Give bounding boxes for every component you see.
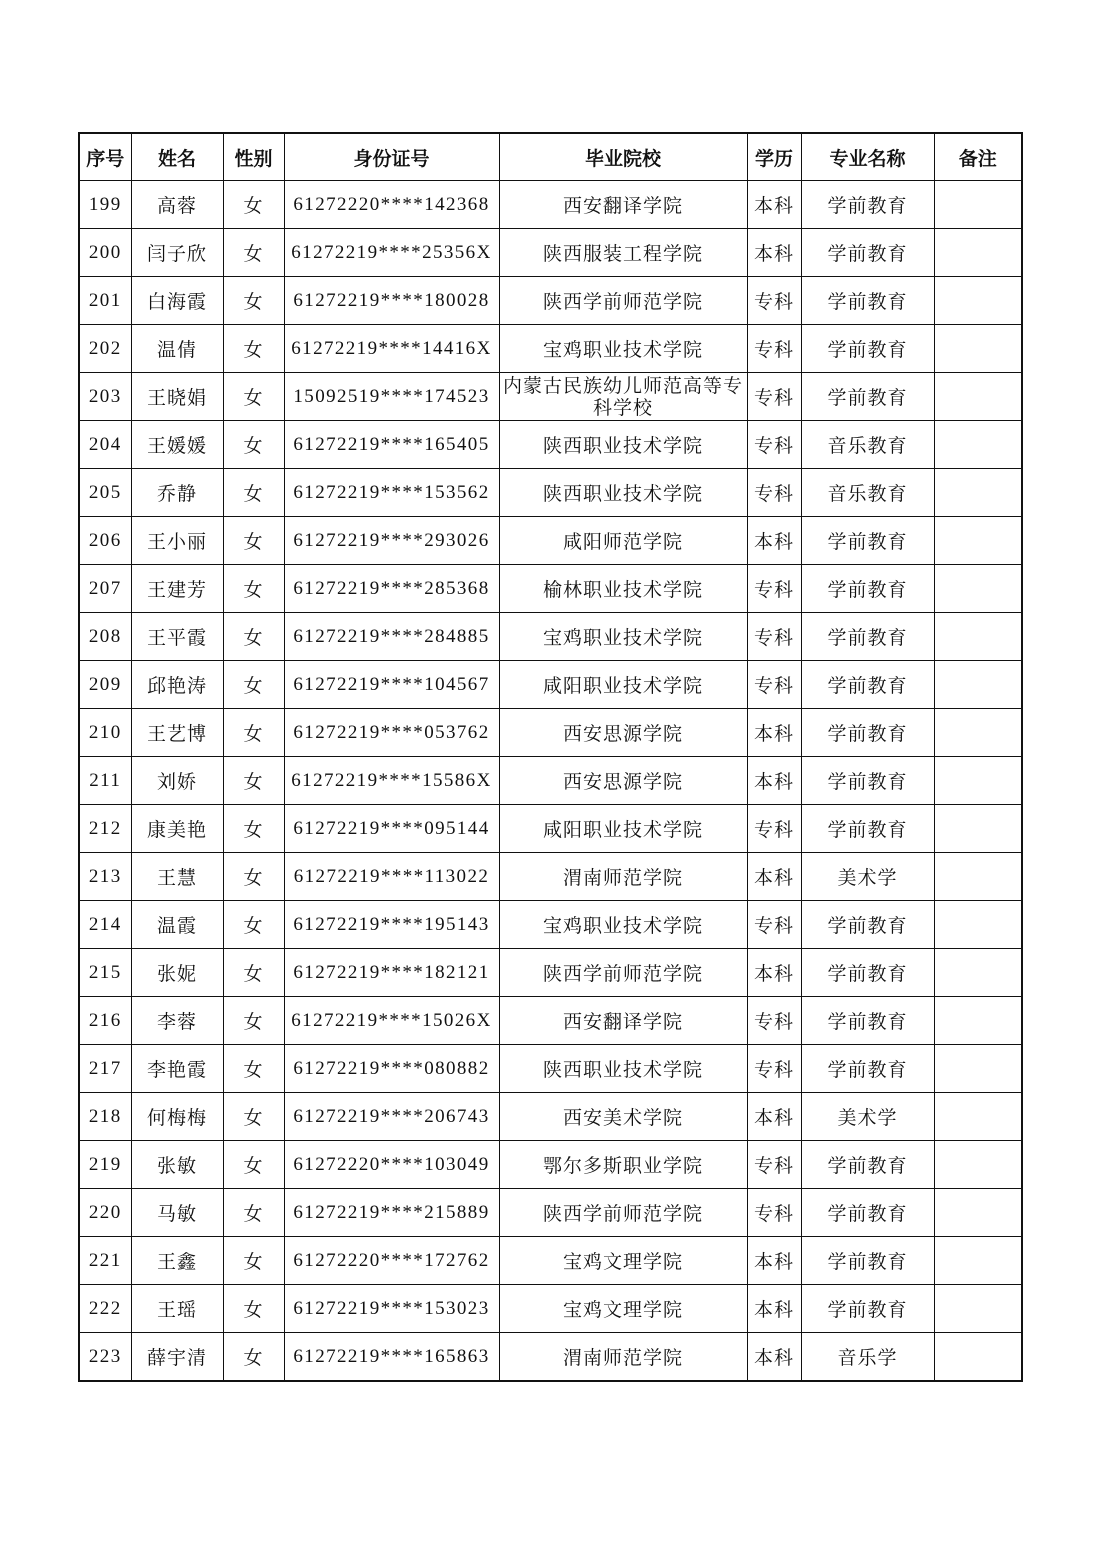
cell-major: 音乐教育 <box>801 421 934 469</box>
cell-major: 学前教育 <box>801 181 934 229</box>
cell-gender: 女 <box>223 661 284 709</box>
cell-id-number: 61272219****053762 <box>284 709 499 757</box>
cell-major: 学前教育 <box>801 1189 934 1237</box>
cell-school: 咸阳师范学院 <box>499 517 747 565</box>
cell-school: 宝鸡职业技术学院 <box>499 901 747 949</box>
cell-no: 220 <box>79 1189 131 1237</box>
cell-id-number: 15092519****174523 <box>284 373 499 421</box>
cell-gender: 女 <box>223 901 284 949</box>
table-row <box>79 517 1022 565</box>
cell-id-number: 61272219****095144 <box>284 805 499 853</box>
cell-id-number: 61272219****284885 <box>284 613 499 661</box>
roster-table <box>78 132 1023 1382</box>
cell-major: 学前教育 <box>801 325 934 373</box>
table-row <box>79 805 1022 853</box>
cell-id-number: 61272220****103049 <box>284 1141 499 1189</box>
table-row <box>79 757 1022 805</box>
cell-gender: 女 <box>223 373 284 421</box>
cell-note <box>934 325 1022 373</box>
header-no: 序号 <box>79 133 131 181</box>
cell-no: 215 <box>79 949 131 997</box>
cell-school: 陕西职业技术学院 <box>499 1045 747 1093</box>
cell-name: 乔静 <box>131 469 223 517</box>
table-row <box>79 373 1022 421</box>
cell-note <box>934 517 1022 565</box>
cell-note <box>934 901 1022 949</box>
cell-education: 专科 <box>747 1189 801 1237</box>
cell-id-number: 61272219****215889 <box>284 1189 499 1237</box>
cell-major: 学前教育 <box>801 661 934 709</box>
cell-gender: 女 <box>223 997 284 1045</box>
cell-education: 本科 <box>747 229 801 277</box>
header-gender: 性别 <box>223 133 284 181</box>
cell-id-number: 61272219****165863 <box>284 1333 499 1382</box>
cell-gender: 女 <box>223 325 284 373</box>
cell-major: 学前教育 <box>801 949 934 997</box>
cell-id-number: 61272220****142368 <box>284 181 499 229</box>
cell-name: 李艳霞 <box>131 1045 223 1093</box>
cell-no: 214 <box>79 901 131 949</box>
cell-no: 216 <box>79 997 131 1045</box>
cell-school: 西安思源学院 <box>499 709 747 757</box>
cell-education: 本科 <box>747 853 801 901</box>
cell-note <box>934 1093 1022 1141</box>
cell-gender: 女 <box>223 709 284 757</box>
cell-note <box>934 805 1022 853</box>
cell-no: 221 <box>79 1237 131 1285</box>
cell-major: 学前教育 <box>801 277 934 325</box>
cell-education: 本科 <box>747 1285 801 1333</box>
cell-school: 咸阳职业技术学院 <box>499 661 747 709</box>
cell-name: 薛宇清 <box>131 1333 223 1382</box>
cell-id-number: 61272219****285368 <box>284 565 499 613</box>
cell-note <box>934 709 1022 757</box>
table-row <box>79 1237 1022 1285</box>
cell-id-number: 61272219****113022 <box>284 853 499 901</box>
cell-name: 王晓娟 <box>131 373 223 421</box>
cell-school: 鄂尔多斯职业学院 <box>499 1141 747 1189</box>
cell-gender: 女 <box>223 1141 284 1189</box>
cell-id-number: 61272219****182121 <box>284 949 499 997</box>
cell-id-number: 61272219****15586X <box>284 757 499 805</box>
table-row <box>79 229 1022 277</box>
cell-education: 专科 <box>747 1141 801 1189</box>
cell-education: 专科 <box>747 661 801 709</box>
cell-no: 202 <box>79 325 131 373</box>
cell-name: 高蓉 <box>131 181 223 229</box>
cell-gender: 女 <box>223 757 284 805</box>
cell-school: 宝鸡文理学院 <box>499 1285 747 1333</box>
cell-school: 陕西学前师范学院 <box>499 949 747 997</box>
table-row <box>79 661 1022 709</box>
cell-school: 宝鸡职业技术学院 <box>499 325 747 373</box>
header-note: 备注 <box>934 133 1022 181</box>
cell-major: 学前教育 <box>801 997 934 1045</box>
cell-name: 王建芳 <box>131 565 223 613</box>
cell-no: 218 <box>79 1093 131 1141</box>
cell-school: 咸阳职业技术学院 <box>499 805 747 853</box>
table-row <box>79 421 1022 469</box>
cell-major: 学前教育 <box>801 1237 934 1285</box>
table-row <box>79 901 1022 949</box>
cell-major: 美术学 <box>801 853 934 901</box>
table-row <box>79 613 1022 661</box>
cell-gender: 女 <box>223 277 284 325</box>
cell-name: 白海霞 <box>131 277 223 325</box>
cell-gender: 女 <box>223 1045 284 1093</box>
cell-note <box>934 949 1022 997</box>
cell-education: 专科 <box>747 901 801 949</box>
cell-gender: 女 <box>223 1333 284 1382</box>
cell-education: 专科 <box>747 325 801 373</box>
cell-name: 邱艳涛 <box>131 661 223 709</box>
cell-major: 音乐教育 <box>801 469 934 517</box>
cell-gender: 女 <box>223 421 284 469</box>
cell-note <box>934 1141 1022 1189</box>
cell-note <box>934 421 1022 469</box>
cell-school: 内蒙古民族幼儿师范高等专科学校 <box>499 373 747 421</box>
cell-gender: 女 <box>223 181 284 229</box>
cell-education: 专科 <box>747 373 801 421</box>
header-major: 专业名称 <box>801 133 934 181</box>
cell-major: 学前教育 <box>801 1045 934 1093</box>
cell-note <box>934 997 1022 1045</box>
cell-name: 温霞 <box>131 901 223 949</box>
cell-education: 专科 <box>747 997 801 1045</box>
cell-id-number: 61272220****172762 <box>284 1237 499 1285</box>
cell-no: 209 <box>79 661 131 709</box>
cell-gender: 女 <box>223 1093 284 1141</box>
cell-no: 212 <box>79 805 131 853</box>
cell-name: 刘娇 <box>131 757 223 805</box>
cell-note <box>934 661 1022 709</box>
cell-note <box>934 1237 1022 1285</box>
cell-gender: 女 <box>223 517 284 565</box>
cell-id-number: 61272219****104567 <box>284 661 499 709</box>
table-row <box>79 709 1022 757</box>
cell-major: 学前教育 <box>801 709 934 757</box>
cell-school: 榆林职业技术学院 <box>499 565 747 613</box>
cell-no: 203 <box>79 373 131 421</box>
cell-id-number: 61272219****153023 <box>284 1285 499 1333</box>
roster-body <box>79 181 1022 1382</box>
cell-id-number: 61272219****293026 <box>284 517 499 565</box>
cell-no: 200 <box>79 229 131 277</box>
cell-education: 专科 <box>747 613 801 661</box>
cell-no: 223 <box>79 1333 131 1382</box>
cell-gender: 女 <box>223 229 284 277</box>
cell-school: 宝鸡职业技术学院 <box>499 613 747 661</box>
cell-note <box>934 1333 1022 1382</box>
cell-no: 208 <box>79 613 131 661</box>
cell-school: 陕西学前师范学院 <box>499 277 747 325</box>
cell-gender: 女 <box>223 469 284 517</box>
cell-no: 204 <box>79 421 131 469</box>
cell-gender: 女 <box>223 613 284 661</box>
table-row <box>79 469 1022 517</box>
cell-no: 219 <box>79 1141 131 1189</box>
cell-name: 温倩 <box>131 325 223 373</box>
cell-major: 学前教育 <box>801 613 934 661</box>
cell-note <box>934 757 1022 805</box>
cell-education: 本科 <box>747 1237 801 1285</box>
cell-no: 199 <box>79 181 131 229</box>
cell-name: 张敏 <box>131 1141 223 1189</box>
cell-gender: 女 <box>223 1285 284 1333</box>
cell-education: 本科 <box>747 1093 801 1141</box>
cell-education: 本科 <box>747 757 801 805</box>
cell-major: 音乐学 <box>801 1333 934 1382</box>
cell-name: 王小丽 <box>131 517 223 565</box>
cell-major: 学前教育 <box>801 901 934 949</box>
cell-name: 闫子欣 <box>131 229 223 277</box>
header-school: 毕业院校 <box>499 133 747 181</box>
cell-education: 本科 <box>747 709 801 757</box>
cell-education: 专科 <box>747 277 801 325</box>
cell-note <box>934 277 1022 325</box>
cell-id-number: 61272219****25356X <box>284 229 499 277</box>
cell-school: 陕西服装工程学院 <box>499 229 747 277</box>
cell-education: 专科 <box>747 1045 801 1093</box>
cell-education: 本科 <box>747 517 801 565</box>
table-row <box>79 1141 1022 1189</box>
table-row <box>79 325 1022 373</box>
table-row <box>79 277 1022 325</box>
table-row <box>79 1189 1022 1237</box>
cell-school: 西安美术学院 <box>499 1093 747 1141</box>
cell-no: 217 <box>79 1045 131 1093</box>
table-row <box>79 181 1022 229</box>
cell-school: 西安思源学院 <box>499 757 747 805</box>
cell-major: 学前教育 <box>801 229 934 277</box>
cell-no: 213 <box>79 853 131 901</box>
cell-id-number: 61272219****14416X <box>284 325 499 373</box>
cell-school: 西安翻译学院 <box>499 997 747 1045</box>
cell-note <box>934 613 1022 661</box>
table-row <box>79 1045 1022 1093</box>
cell-id-number: 61272219****153562 <box>284 469 499 517</box>
cell-name: 王慧 <box>131 853 223 901</box>
table-row <box>79 1285 1022 1333</box>
cell-major: 学前教育 <box>801 1141 934 1189</box>
cell-no: 201 <box>79 277 131 325</box>
cell-school: 渭南师范学院 <box>499 1333 747 1382</box>
cell-note <box>934 1045 1022 1093</box>
cell-school: 陕西职业技术学院 <box>499 469 747 517</box>
cell-note <box>934 853 1022 901</box>
cell-name: 李蓉 <box>131 997 223 1045</box>
cell-name: 王平霞 <box>131 613 223 661</box>
cell-note <box>934 469 1022 517</box>
cell-name: 马敏 <box>131 1189 223 1237</box>
cell-education: 本科 <box>747 1333 801 1382</box>
table-row <box>79 1093 1022 1141</box>
header-id: 身份证号 <box>284 133 499 181</box>
cell-gender: 女 <box>223 853 284 901</box>
cell-education: 本科 <box>747 949 801 997</box>
cell-education: 本科 <box>747 181 801 229</box>
table-row <box>79 1333 1022 1382</box>
cell-gender: 女 <box>223 949 284 997</box>
cell-major: 学前教育 <box>801 517 934 565</box>
cell-name: 何梅梅 <box>131 1093 223 1141</box>
cell-id-number: 61272219****195143 <box>284 901 499 949</box>
header-row <box>79 133 1022 181</box>
cell-name: 张妮 <box>131 949 223 997</box>
cell-gender: 女 <box>223 1237 284 1285</box>
cell-id-number: 61272219****15026X <box>284 997 499 1045</box>
cell-major: 学前教育 <box>801 1285 934 1333</box>
cell-name: 康美艳 <box>131 805 223 853</box>
table-row <box>79 565 1022 613</box>
header-name: 姓名 <box>131 133 223 181</box>
cell-major: 美术学 <box>801 1093 934 1141</box>
cell-education: 专科 <box>747 469 801 517</box>
cell-name: 王艺博 <box>131 709 223 757</box>
cell-no: 205 <box>79 469 131 517</box>
cell-education: 专科 <box>747 805 801 853</box>
table-row <box>79 997 1022 1045</box>
cell-name: 王媛媛 <box>131 421 223 469</box>
cell-education: 专科 <box>747 565 801 613</box>
cell-no: 210 <box>79 709 131 757</box>
cell-id-number: 61272219****080882 <box>284 1045 499 1093</box>
cell-name: 王鑫 <box>131 1237 223 1285</box>
cell-id-number: 61272219****206743 <box>284 1093 499 1141</box>
cell-no: 222 <box>79 1285 131 1333</box>
cell-note <box>934 1285 1022 1333</box>
cell-id-number: 61272219****180028 <box>284 277 499 325</box>
cell-note <box>934 373 1022 421</box>
cell-major: 学前教育 <box>801 565 934 613</box>
cell-no: 211 <box>79 757 131 805</box>
cell-gender: 女 <box>223 565 284 613</box>
cell-education: 专科 <box>747 421 801 469</box>
cell-note <box>934 181 1022 229</box>
cell-gender: 女 <box>223 805 284 853</box>
cell-school: 陕西职业技术学院 <box>499 421 747 469</box>
cell-school: 渭南师范学院 <box>499 853 747 901</box>
cell-no: 207 <box>79 565 131 613</box>
table-row <box>79 949 1022 997</box>
cell-school: 陕西学前师范学院 <box>499 1189 747 1237</box>
table-row <box>79 853 1022 901</box>
cell-note <box>934 229 1022 277</box>
roster-table-wrapper <box>78 132 1021 1382</box>
cell-school: 西安翻译学院 <box>499 181 747 229</box>
header-education: 学历 <box>747 133 801 181</box>
cell-note <box>934 1189 1022 1237</box>
cell-gender: 女 <box>223 1189 284 1237</box>
cell-school: 宝鸡文理学院 <box>499 1237 747 1285</box>
cell-id-number: 61272219****165405 <box>284 421 499 469</box>
cell-major: 学前教育 <box>801 805 934 853</box>
cell-name: 王瑶 <box>131 1285 223 1333</box>
cell-no: 206 <box>79 517 131 565</box>
cell-note <box>934 565 1022 613</box>
cell-major: 学前教育 <box>801 757 934 805</box>
cell-major: 学前教育 <box>801 373 934 421</box>
